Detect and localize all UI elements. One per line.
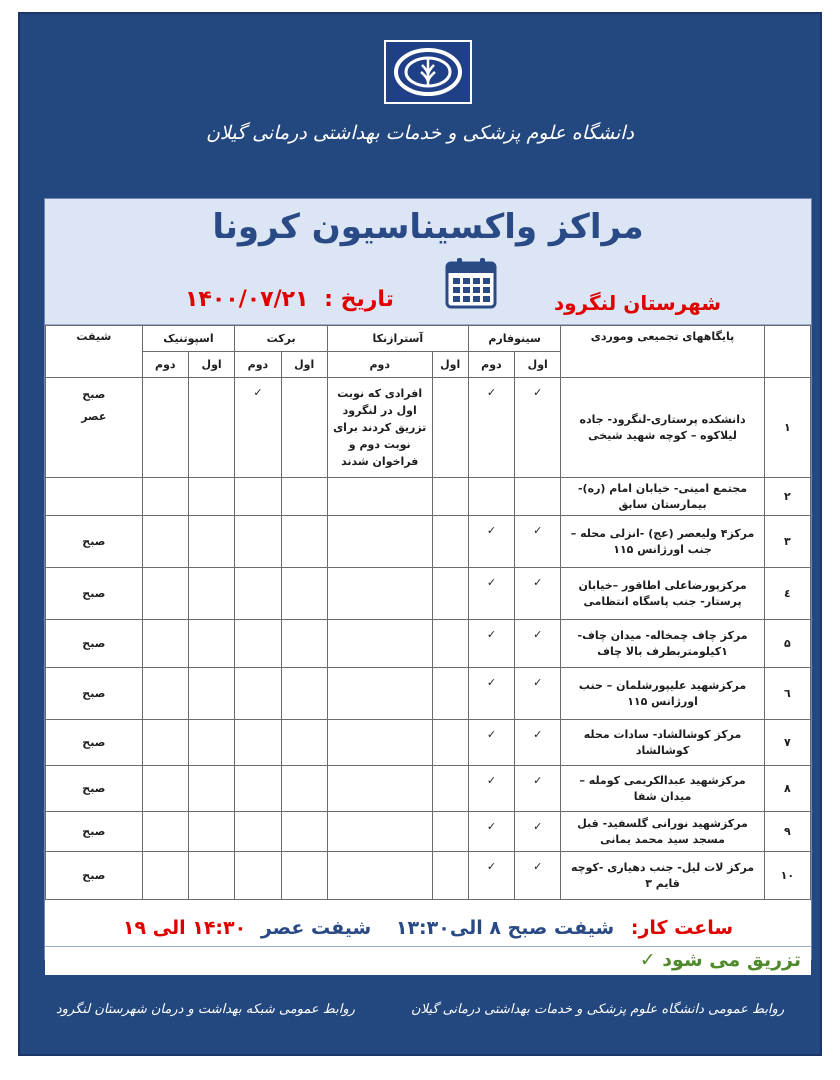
- check-icon: ✓: [515, 720, 561, 766]
- table-row: [46, 668, 811, 720]
- page-title: مراکز واکسیناسیون کرونا: [212, 207, 644, 247]
- barekat-first-cell: [281, 478, 327, 516]
- row-number: ۲: [764, 478, 810, 516]
- col-sinopharm: سینوفارم: [468, 326, 561, 352]
- sputnik-first-cell: [188, 516, 234, 568]
- col-astrazeneca: آسترازنکا: [327, 326, 468, 352]
- astrazeneca-second-cell: [327, 478, 432, 516]
- content-panel: [44, 198, 812, 971]
- check-icon: ✓: [515, 568, 561, 620]
- astrazeneca-note: افرادی که نوبت اول در لنگرود تزریق کردند برای نوبت دوم و فراخوان شدند: [327, 378, 432, 478]
- shift-cell: صبح: [46, 568, 143, 620]
- barekat-second-cell: [235, 720, 281, 766]
- row-number: ۳: [764, 516, 810, 568]
- sputnik-first-cell: [188, 478, 234, 516]
- astrazeneca-second-cell: [327, 568, 432, 620]
- barekat-first-cell: [281, 812, 327, 852]
- astrazeneca-second-cell: [327, 516, 432, 568]
- astrazeneca-first-cell: [432, 720, 468, 766]
- sinopharm-first: اول: [515, 352, 561, 378]
- check-icon: ✓: [515, 378, 561, 478]
- site-address: مجتمع امینی- خیابان امام (ره)- بیمارستان سابق: [561, 478, 764, 516]
- morning-shift: شیفت صبح ۸ الی۱۳:۳۰: [395, 917, 615, 939]
- barekat-second-cell: [235, 766, 281, 812]
- astrazeneca-first-cell: [432, 852, 468, 900]
- footer: [20, 1002, 820, 1017]
- poster-frame: [18, 12, 822, 1056]
- barekat-second-cell: [235, 568, 281, 620]
- footer-university: روابط عمومی دانشگاه علوم پزشکی و خدمات بهداشتی درمانی گیلان: [411, 1002, 785, 1017]
- check-icon: ✓: [468, 378, 514, 478]
- table-row: [46, 812, 811, 852]
- table-row: [46, 620, 811, 668]
- sputnik-second-cell: [142, 568, 188, 620]
- sputnik-second-cell: [142, 378, 188, 478]
- evening-shift: شیفت عصر: [260, 917, 372, 939]
- astrazeneca-first-cell: [432, 478, 468, 516]
- barekat-first-cell: [281, 620, 327, 668]
- astrazeneca-second-cell: [327, 620, 432, 668]
- site-address: مرکز۴ ولیعصر (عج) -انزلی محله – جنب اورژانس ۱۱۵: [561, 516, 764, 568]
- shift-cell: صبح: [46, 516, 143, 568]
- sputnik-second: دوم: [142, 352, 188, 378]
- shift-cell: [46, 478, 143, 516]
- check-icon: ✓: [468, 766, 514, 812]
- check-icon: ✓: [468, 720, 514, 766]
- sputnik-first-cell: [188, 668, 234, 720]
- table-row: [46, 852, 811, 900]
- check-icon: ✓: [515, 812, 561, 852]
- barekat-second-cell: [235, 852, 281, 900]
- barekat-second-cell: [235, 516, 281, 568]
- barekat-first: اول: [281, 352, 327, 378]
- row-number: ۷: [764, 720, 810, 766]
- sputnik-second-cell: [142, 766, 188, 812]
- check-icon: ✓: [468, 620, 514, 668]
- date-line: [185, 287, 394, 312]
- sputnik-first-cell: [188, 378, 234, 478]
- header-row: [46, 326, 811, 352]
- astrazeneca-second-cell: [327, 852, 432, 900]
- shift-cell: صبح: [46, 812, 143, 852]
- row-number: ۸: [764, 766, 810, 812]
- check-icon: ✓: [235, 378, 281, 478]
- county-name: شهرستان لنگرود: [553, 291, 721, 315]
- barekat-first-cell: [281, 378, 327, 478]
- sinopharm-second-cell: [468, 478, 514, 516]
- barekat-first-cell: [281, 516, 327, 568]
- check-icon: ✓: [468, 568, 514, 620]
- barekat-second: دوم: [235, 352, 281, 378]
- barekat-first-cell: [281, 720, 327, 766]
- barekat-first-cell: [281, 568, 327, 620]
- astrazeneca-first-cell: [432, 568, 468, 620]
- astrazeneca-first-cell: [432, 668, 468, 720]
- date-value: ۱۴۰۰/۰۷/۲۱: [185, 287, 309, 312]
- sputnik-first-cell: [188, 812, 234, 852]
- row-number: ٦: [764, 668, 810, 720]
- sputnik-first-cell: [188, 720, 234, 766]
- barekat-first-cell: [281, 668, 327, 720]
- astrazeneca-second-cell: [327, 668, 432, 720]
- shift-cell: صبح: [46, 668, 143, 720]
- check-icon: ✓: [515, 620, 561, 668]
- university-title: دانشگاه علوم پزشکی و خدمات بهداشتی درمانی گیلان: [205, 122, 635, 144]
- astrazeneca-first-cell: [432, 620, 468, 668]
- working-hours: [45, 917, 811, 947]
- sputnik-second-cell: [142, 620, 188, 668]
- col-sputnik: اسپوتنیک: [142, 326, 235, 352]
- footer-county: روابط عمومی شبکه بهداشت و درمان شهرستان لنگرود: [55, 1002, 355, 1017]
- check-icon: ✓: [515, 668, 561, 720]
- sputnik-second-cell: [142, 668, 188, 720]
- shift-cell: صبح: [46, 720, 143, 766]
- astrazeneca-first: اول: [432, 352, 468, 378]
- row-number: ۱: [764, 378, 810, 478]
- table-row: [46, 378, 811, 478]
- shift-evening: عصر: [81, 410, 107, 423]
- shift-cell: [46, 378, 143, 478]
- hours-label: ساعت کار:: [630, 917, 734, 939]
- barekat-second-cell: [235, 668, 281, 720]
- sinopharm-second: دوم: [468, 352, 514, 378]
- site-address: مرکز کوشالشاد- سادات محله کوشالشاد: [561, 720, 764, 766]
- sputnik-second-cell: [142, 852, 188, 900]
- site-address: مرکز چاف چمخاله- میدان چاف- ۱کیلومتربطرف بالا چاف: [561, 620, 764, 668]
- check-icon: ✓: [468, 812, 514, 852]
- astrazeneca-first-cell: [432, 766, 468, 812]
- sputnik-second-cell: [142, 478, 188, 516]
- astrazeneca-second-cell: [327, 766, 432, 812]
- table-row: [46, 478, 811, 516]
- col-number: [764, 326, 810, 378]
- site-address: مرکزشهید علیپورشلمان – حنب اورژانس ۱۱۵: [561, 668, 764, 720]
- col-shift: شیفت: [46, 326, 143, 378]
- table-row: [46, 720, 811, 766]
- site-address: دانشکده پرستاری-لنگرود- جاده لیلاکوه – کوچه شهید شیخی: [561, 378, 764, 478]
- astrazeneca-second: دوم: [327, 352, 432, 378]
- title-band: [45, 199, 811, 325]
- table-row: [46, 568, 811, 620]
- barekat-first-cell: [281, 766, 327, 812]
- sputnik-first-cell: [188, 852, 234, 900]
- legend-injection: تزریق می شود ✓: [45, 949, 811, 975]
- schedule-table: [45, 325, 811, 900]
- astrazeneca-first-cell: [432, 812, 468, 852]
- shift-morning: صبح: [82, 388, 106, 401]
- astrazeneca-first-cell: [432, 378, 468, 478]
- astrazeneca-first-cell: [432, 516, 468, 568]
- check-icon: ✓: [515, 852, 561, 900]
- site-address: مرکزشهید نورانی گلسفید- قبل مسجد سید محمد یمانی: [561, 812, 764, 852]
- col-sites: پایگاههای تجمیعی وموردی: [561, 326, 764, 378]
- site-address: مرکزپورضاعلی اطاقور –خیابان پرستار- جنب پاسگاه انتظامی: [561, 568, 764, 620]
- check-icon: ✓: [468, 668, 514, 720]
- row-number: ٤: [764, 568, 810, 620]
- check-icon: ✓: [515, 516, 561, 568]
- barekat-second-cell: [235, 812, 281, 852]
- sputnik-second-cell: [142, 720, 188, 766]
- check-icon: ✓: [515, 766, 561, 812]
- astrazeneca-second-cell: [327, 812, 432, 852]
- calendar-icon: [443, 255, 499, 311]
- table-row: [46, 766, 811, 812]
- site-address: مرکز لات لیل- جنب دهیاری -کوچه قایم ۳: [561, 852, 764, 900]
- barekat-first-cell: [281, 852, 327, 900]
- date-label: تاریخ :: [324, 287, 394, 312]
- row-number: ۹: [764, 812, 810, 852]
- shift-cell: صبح: [46, 766, 143, 812]
- row-number: ۱۰: [764, 852, 810, 900]
- university-logo: [384, 40, 472, 104]
- barekat-second-cell: [235, 478, 281, 516]
- sputnik-first-cell: [188, 620, 234, 668]
- shift-cell: صبح: [46, 620, 143, 668]
- barekat-second-cell: [235, 620, 281, 668]
- table-row: [46, 516, 811, 568]
- sinopharm-first-cell: [515, 478, 561, 516]
- sputnik-second-cell: [142, 812, 188, 852]
- sputnik-first-cell: [188, 568, 234, 620]
- check-icon: ✓: [468, 516, 514, 568]
- sputnik-first-cell: [188, 766, 234, 812]
- evening-shift-time: ۱۴:۳۰ الی ۱۹: [122, 917, 247, 939]
- shift-cell: صبح: [46, 852, 143, 900]
- sputnik-first: اول: [188, 352, 234, 378]
- sputnik-second-cell: [142, 516, 188, 568]
- row-number: ۵: [764, 620, 810, 668]
- col-barekat: برکت: [235, 326, 328, 352]
- site-address: مرکزشهید عبدالکریمی کومله – میدان شفا: [561, 766, 764, 812]
- astrazeneca-second-cell: [327, 720, 432, 766]
- check-icon: ✓: [468, 852, 514, 900]
